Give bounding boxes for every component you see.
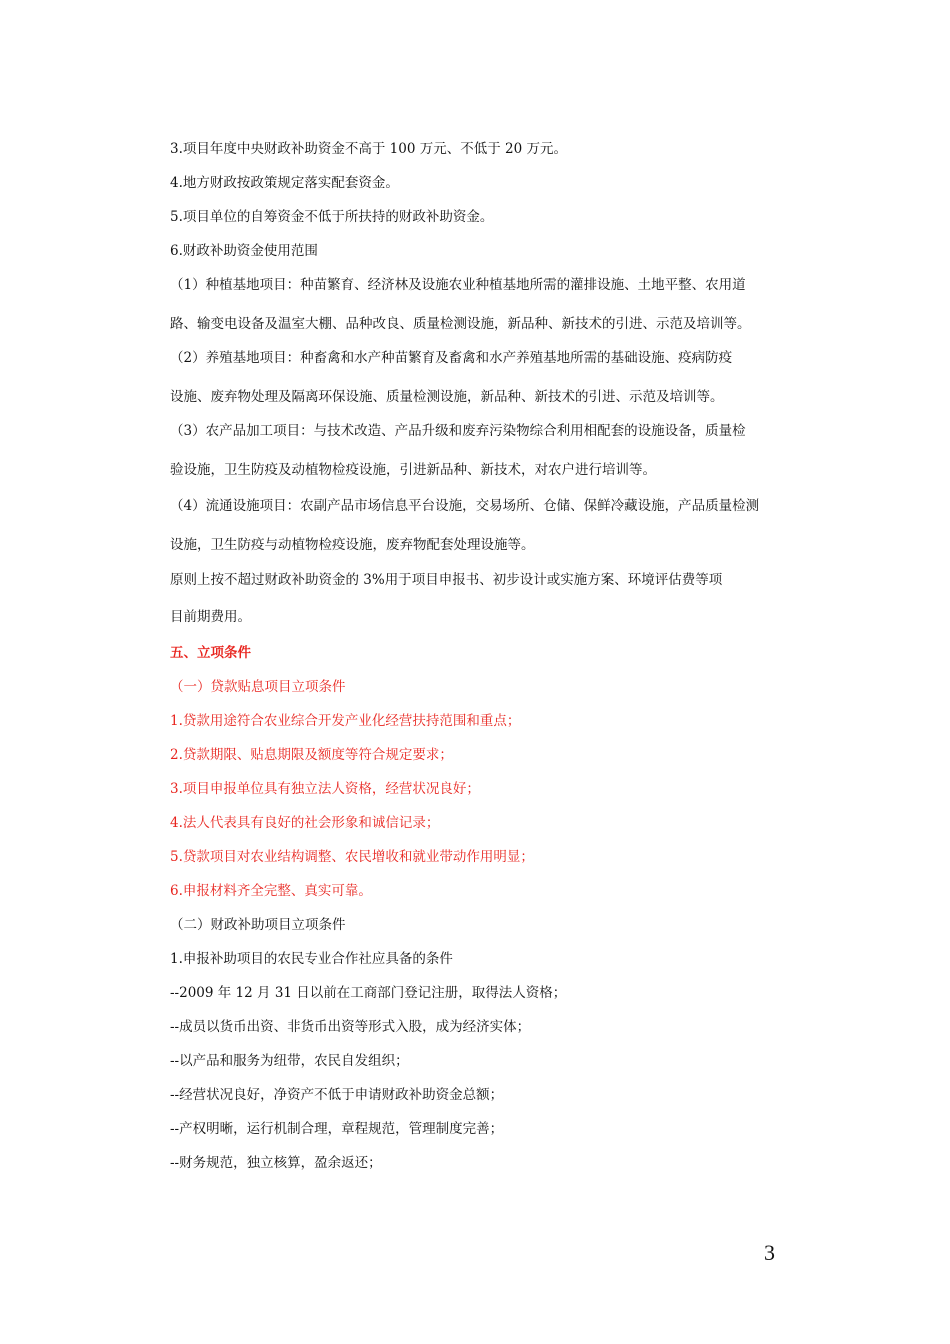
text-line: （1）种植基地项目：种苗繁育、经济林及设施农业种植基地所需的灌排设施、土地平整、农用道 (170, 277, 746, 293)
text-line: 2.贷款期限、贴息期限及额度等符合规定要求； (170, 747, 453, 763)
text-line: --经营状况良好，净资产不低于申请财政补助资金总额； (170, 1087, 504, 1103)
text-line: 路、输变电设备及温室大棚、品种改良、质量检测设施，新品种、新技术的引进、示范及培训等。 (170, 316, 751, 332)
text-line: 目前期费用。 (170, 609, 251, 625)
text-line: --产权明晰，运行机制合理，章程规范，管理制度完善； (170, 1121, 504, 1137)
text-line: --2009 年 12 月 31 日以前在工商部门登记注册，取得法人资格； (170, 985, 567, 1001)
text-line: 6.申报材料齐全完整、真实可靠。 (170, 883, 372, 899)
text-line: 原则上按不超过财政补助资金的 3%用于项目申报书、初步设计或实施方案、环境评估费等项 (170, 572, 723, 588)
text-line: 3.项目申报单位具有独立法人资格，经营状况良好； (170, 781, 480, 797)
text-line: --以产品和服务为纽带，农民自发组织； (170, 1053, 409, 1069)
text-line: 3.项目年度中央财政补助资金不高于 100 万元、不低于 20 万元。 (170, 141, 567, 157)
text-line: （3）农产品加工项目：与技术改造、产品升级和废弃污染物综合利用相配套的设施设备，质量检 (170, 423, 746, 439)
text-line: 1.贷款用途符合农业综合开发产业化经营扶持范围和重点； (170, 713, 521, 729)
text-line: （4）流通设施项目：农副产品市场信息平台设施，交易场所、仓储、保鲜冷藏设施，产品质量检测 (170, 498, 760, 514)
text-line: --财务规范，独立核算，盈余返还； (170, 1155, 382, 1171)
text-line: 设施，卫生防疫与动植物检疫设施，废弃物配套处理设施等。 (170, 537, 535, 553)
text-line: 验设施，卫生防疫及动植物检疫设施，引进新品种、新技术，对农户进行培训等。 (170, 462, 656, 478)
page-number: 3 (764, 1240, 775, 1265)
text-line: 5.项目单位的自筹资金不低于所扶持的财政补助资金。 (170, 209, 494, 225)
text-line: 4.地方财政按政策规定落实配套资金。 (170, 175, 399, 191)
subsection-heading: （一）贷款贴息项目立项条件 (170, 679, 346, 695)
text-line: 设施、废弃物处理及隔离环保设施、质量检测设施，新品种、新技术的引进、示范及培训等。 (170, 389, 724, 405)
section-heading: 五、立项条件 (170, 645, 251, 661)
text-line: 1.申报补助项目的农民专业合作社应具备的条件 (170, 951, 453, 967)
text-line: 6.财政补助资金使用范围 (170, 243, 318, 259)
subsection-heading: （二）财政补助项目立项条件 (170, 917, 346, 933)
text-line: --成员以货币出资、非货币出资等形式入股，成为经济实体； (170, 1019, 531, 1035)
text-line: 4.法人代表具有良好的社会形象和诚信记录； (170, 815, 440, 831)
text-line: （2）养殖基地项目：种畜禽和水产种苗繁育及畜禽和水产养殖基地所需的基础设施、疫病防疫 (170, 350, 733, 366)
text-line: 5.贷款项目对农业结构调整、农民增收和就业带动作用明显； (170, 849, 534, 865)
